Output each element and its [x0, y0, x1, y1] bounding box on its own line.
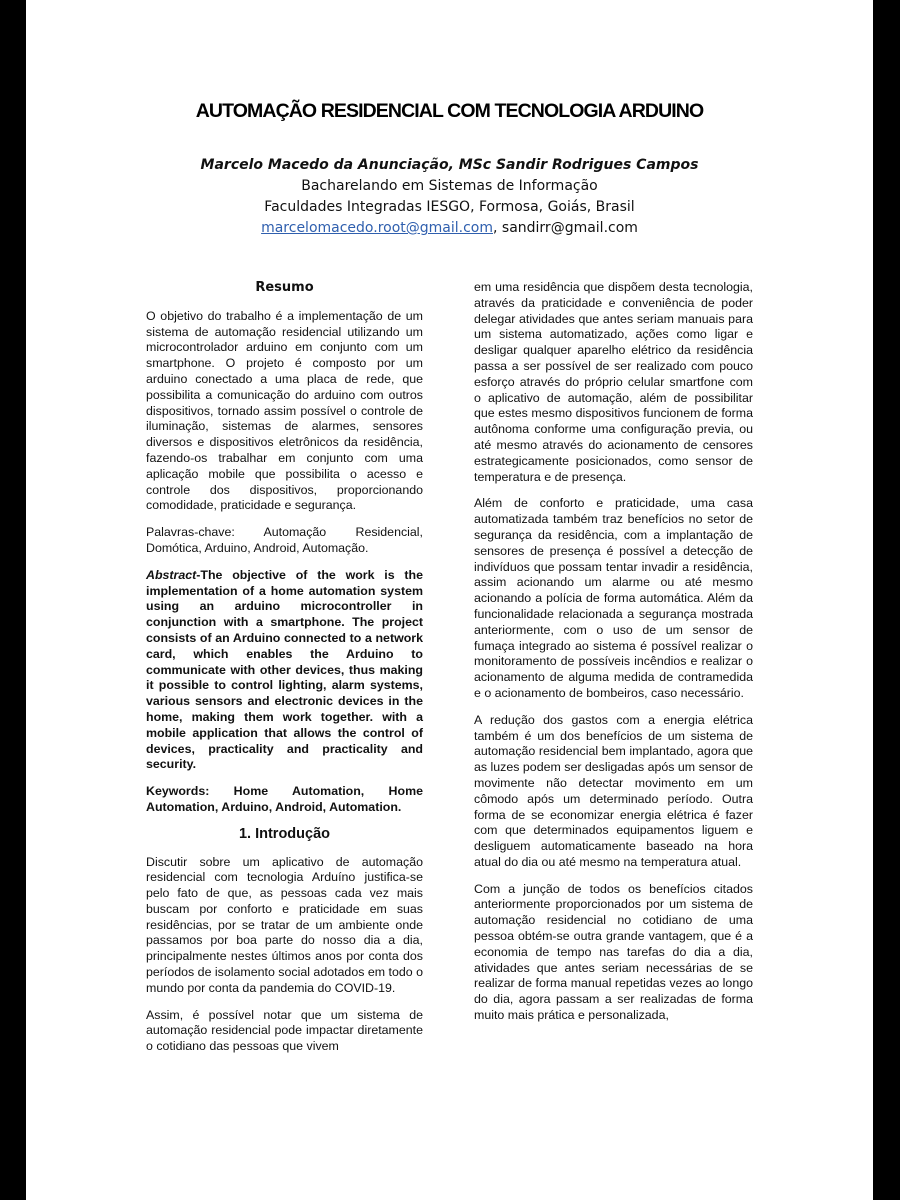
palavras-chave-paragraph: Palavras-chave: Automação Residencial, Domótica, Arduino, Android, Automação.	[146, 525, 423, 555]
email-link[interactable]: marcelomacedo.root@gmail.com	[261, 220, 493, 236]
keywords-paragraph: Keywords: Home Automation, Home Automation, Arduino, Android, Automation.	[146, 784, 423, 814]
author-emails	[26, 218, 873, 239]
left-column	[146, 277, 423, 1066]
resumo-heading: Resumo	[255, 280, 314, 295]
resumo-paragraph: O objetivo do trabalho é a implementação de um sistema de automação residencial utilizando um microcontrolador arduino em conjunto com um smartphone. O projeto é composto por um arduino conectado a uma placa de rede, que possibilita a comunicação do arduino com outros dispositivos, tornado assim possível o controle de iluminação, sistemas de alarmes, sensores diversos e dispositivos eletrônicos da residência, fazendo-os trabalhar em conjunto com uma aplicação mobile que possibilita o acesso e controle dos dispositivos, proporcionando comodidade, praticidade e segurança.	[146, 308, 423, 513]
author-block	[26, 155, 873, 239]
body-paragraph-2: Além de conforto e praticidade, uma casa automatizada também traz benefícios no setor de segurança da residência, com a implantação de sensores de presença é possível a detecção de indivíduos que possam tentar invadir a residência, assim acionando um alarme ou até mesmo acionando a polícia de forma automática. Além da funcionalidade relacionada a segurança mostrada anteriormente, com o uso de um sensor de fumaça integrado ao sistema é possível realizar o monitoramento de possíveis incêndios e realizar o acionamento de alguma medida de contramedida e o acionamento de bombeiros, caso necessário.	[474, 496, 753, 700]
body-paragraph-3: A redução dos gastos com a energia elétrica também é um dos benefícios de um sistema de automação residencial bem implantado, agora que as luzes podem ser desligadas após um sensor de movimente não detectar movimento em um cômodo após um determinado período. Outra forma de se economizar energia elétrica é fazer com que determinados equipamentos liguem e desliguem automaticamente baseado na hora atual do dia ou até mesmo na temperatura atual.	[474, 712, 753, 869]
author-names: Marcelo Macedo da Anunciação, MSc Sandir Rodrigues Campos	[200, 157, 699, 173]
body-paragraph-1: em uma residência que dispõem desta tecnologia, através da praticidade e conveniência de poder delegar atividades que antes seriam manuais para um sistema automatizado, ações como ligar e desligar qualquer aparelho elétrico da residência passa a ser possível de ser realizado com pouco esforço através do próprio celular smartfone com o aplicativo de automação, além de possibilitar que estes mesmo dispositivos funcionem de forma autônoma conforme uma configuração previa, ou até mesmo através do acionamento de censores estrategicamente posicionados, como sensor de temperatura e de presença.	[474, 280, 753, 484]
document-page	[26, 0, 873, 1200]
body-paragraph-4: Com a junção de todos os benefícios citados anteriormente proporcionados por um sistema de automação residencial no cotidiano de uma pessoa obtém-se outra grande vantagem, que é a economia de tempo nas tarefas do dia a dia, atividades que antes seriam necessárias de se realizar de forma manual repetidas vezes ao longo do dia, agora passam a ser realizadas de forma muito mais prática e personalizada,	[474, 881, 753, 1023]
intro-paragraph-2: Assim, é possível notar que um sistema de automação residencial pode impactar diretamente o cotidiano das pessoas que vivem	[146, 1007, 423, 1054]
abstract-label: Abstract	[146, 567, 197, 582]
email-secondary: , sandirr@gmail.com	[493, 220, 638, 236]
intro-heading: 1. Introdução	[238, 825, 331, 842]
affiliation-course: Bacharelando em Sistemas de Informação	[301, 178, 598, 194]
abstract-body: -The objective of the work is the implementation of a home automation system using an arduino microcontroller in conjunction with a smartphone. The project consists of an Arduino connected to a network card, which enables the Arduino to communicate with other devices, thus making it possible to control lighting, alarm systems, various sensors and electronic devices in the home, making them work together. with a mobile application that allows the control of devices, practicality and practicality and security.	[146, 567, 423, 772]
right-column	[474, 280, 753, 1035]
abstract-paragraph	[146, 568, 423, 773]
intro-paragraph-1: Discutir sobre um aplicativo de automação residencial com tecnologia Arduíno justifica-se pelo fato de que, as pessoas cada vez mais buscam por conforto e praticidade em suas residências, por se tratar de um ambiente onde passamos por boa parte do nosso dia a dia, principalmente nestes últimos anos por conta dos períodos de isolamento social adotados em todo o mundo por conta da pandemia do COVID-19.	[146, 854, 423, 995]
paper-title: AUTOMAÇÃO RESIDENCIAL COM TECNOLOGIA ARDUINO	[195, 100, 704, 122]
affiliation-institution: Faculdades Integradas IESGO, Formosa, Goiás, Brasil	[264, 199, 635, 215]
